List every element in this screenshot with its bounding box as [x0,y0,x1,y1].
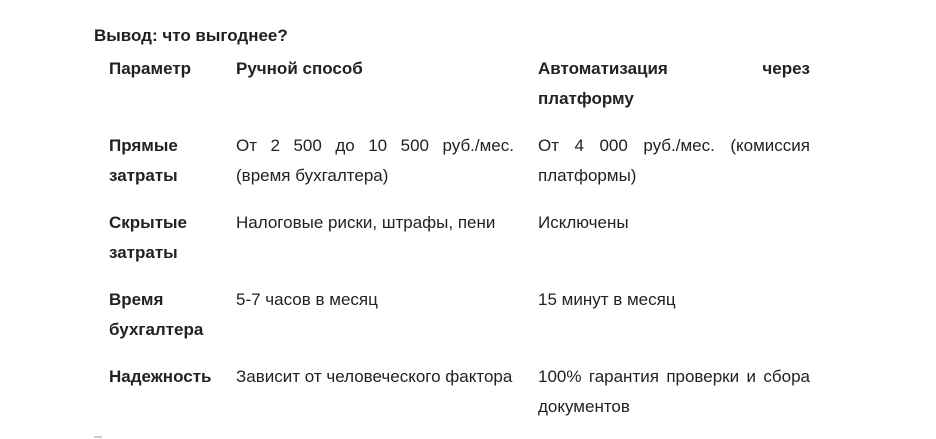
row-label-hidden-costs: Скрытые затраты [109,213,187,262]
comparison-table [97,52,822,437]
header-manual: Ручной способ [236,59,363,78]
cell-manual: Зависит от человеческого фактора [236,367,513,386]
table-row [97,206,822,283]
cell-manual: Налоговые риски, штрафы, пени [236,213,496,232]
divider [94,436,102,438]
cell-automation: Исключены [538,213,629,232]
table-row [97,131,822,206]
cell-automation: 100% гарантия проверки и сбора документов [538,367,810,416]
table-row [97,360,822,437]
table-header-row [97,52,822,131]
row-label-reliability: Надежность [109,367,212,386]
header-parameter: Параметр [109,59,192,78]
row-label-direct-costs: Прямые затраты [109,136,178,185]
cell-automation: От 4 000 руб./мес. (комиссия платформы) [538,136,810,185]
table-row [97,283,822,360]
cell-manual: От 2 500 до 10 500 руб./мес. (время бухгалтера) [236,136,514,185]
cell-manual: 5-7 часов в месяц [236,290,378,309]
cell-automation: 15 минут в месяц [538,290,676,309]
row-label-accountant-time: Время бухгалтера [109,290,204,339]
header-automation: Автоматизация через платформу [538,59,810,108]
section-heading: Вывод: что выгоднее? [94,26,288,45]
